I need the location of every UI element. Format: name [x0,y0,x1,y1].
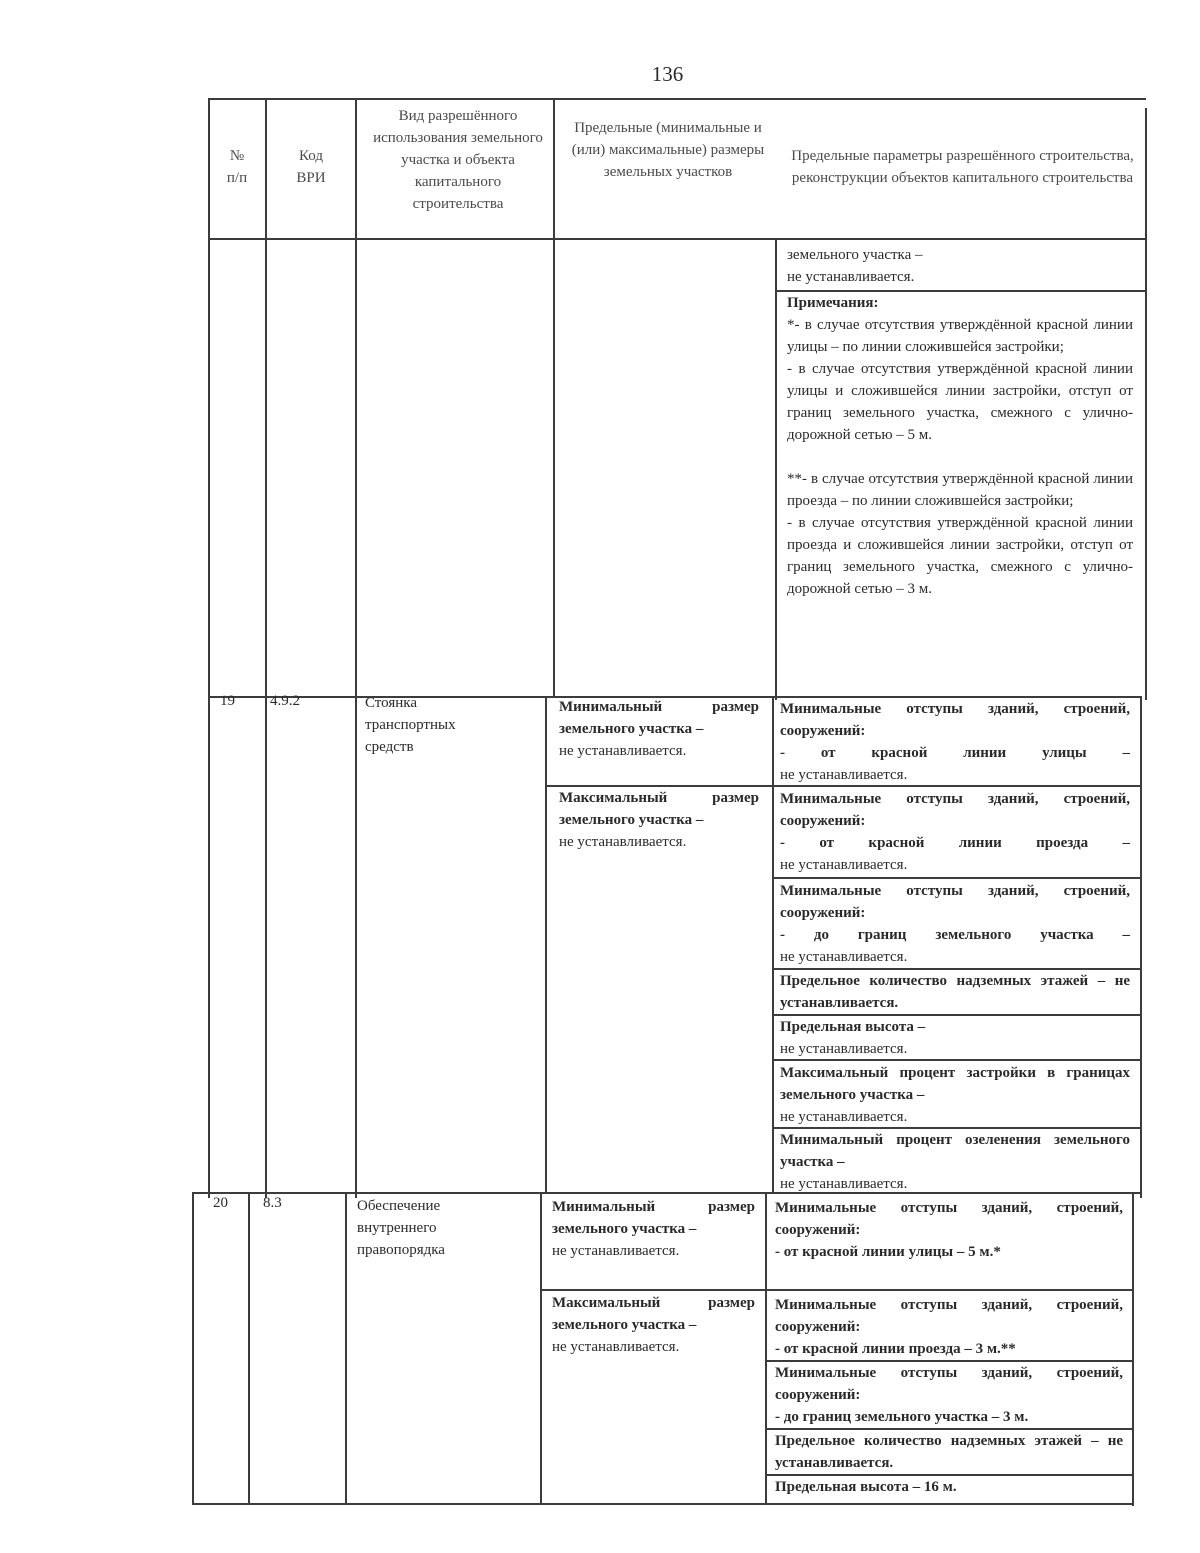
note-2a: **- в случае отсутствия утверждённой красной линии проезда – по линии сложившейся застройки; [787,471,1133,509]
row20-size-min: Минимальный размер земельного участка – не устанавливается. [552,1199,755,1259]
row19-param-max-coverage: Максимальный процент застройки в границах земельного участка – не устанавливается. [780,1065,1130,1125]
header-col-plot-size: Предельные (минимальные и (или) максимальные) размеры земельных участков [571,120,765,180]
row20-size-max: Максимальный размер земельного участка – не устанавливается. [552,1295,755,1355]
row19-param-min-greenery: Минимальный процент озеленения земельного участка – не устанавливается. [780,1132,1130,1192]
note-1b: - в случае отсутствия утверждённой красной линии улицы и сложившейся линии застройки, отступ от границ земельного участка, смежного с улично-дорожной сетью – 5 м. [787,361,1133,443]
note-2b: - в случае отсутствия утверждённой красной линии проезда и сложившейся линии застройки, отступ от границ земельного участка, смежного с улично-дорожной сетью – 3 м. [787,515,1133,597]
row20-code: 8.3 [263,1195,282,1211]
row19-code: 4.9.2 [270,693,300,709]
header-col-params: Предельные параметры разрешённого строительства, реконструкции объектов капитального строительства [791,148,1134,186]
page-number: 136 [651,62,684,86]
header-col-code: Код ВРИ [296,148,326,186]
row19-param-setback-street: Минимальные отступы зданий, строений, сооружений: - от красной линии улицы – не устанавливается. [780,701,1130,783]
row19-param-height: Предельная высота – не устанавливается. [780,1019,926,1057]
row20-param-setback-driveway: Минимальные отступы зданий, строений, сооружений: - от красной линии проезда – 3 м.** [775,1297,1123,1357]
header-col-number: № п/п [226,148,248,186]
row19-param-floors: Предельное количество надземных этажей – не устанавливается. [780,973,1130,1011]
row19-param-setback-driveway: Минимальные отступы зданий, строений, сооружений: - от красной линии проезда – не устанавливается. [780,791,1130,873]
row19-param-setback-boundary: Минимальные отступы зданий, строений, сооружений: - до границ земельного участка – не устанавливается. [780,883,1130,965]
row20-param-setback-boundary: Минимальные отступы зданий, строений, сооружений: - до границ земельного участка – 3 м. [775,1365,1123,1425]
row20-param-floors: Предельное количество надземных этажей – не устанавливается. [775,1433,1123,1471]
row19-number: 19 [220,693,235,709]
row19-size-max: Максимальный размер земельного участка – не устанавливается. [559,790,759,850]
notes-block [787,292,1133,600]
row20-param-height: Предельная высота – 16 м. [775,1479,957,1495]
continuation-params-tail: земельного участка – не устанавливается. [787,247,923,285]
note-1a: *- в случае отсутствия утверждённой красной линии улицы – по линии сложившейся застройки; [787,317,1133,355]
header-col-use-type: Вид разрешённого использования земельного участка и объекта капитального строительства [373,108,543,212]
notes-title: Примечания: [787,295,879,311]
row20-number: 20 [213,1195,228,1211]
row19-size-min: Минимальный размер земельного участка – не устанавливается. [559,699,759,759]
row20-param-setback-street: Минимальные отступы зданий, строений, сооружений: - от красной линии улицы – 5 м.* [775,1200,1123,1260]
row20-use-type: Обеспечение внутреннего правопорядка [357,1198,445,1258]
row19-use-type: Стоянка транспортных средств [365,695,456,755]
